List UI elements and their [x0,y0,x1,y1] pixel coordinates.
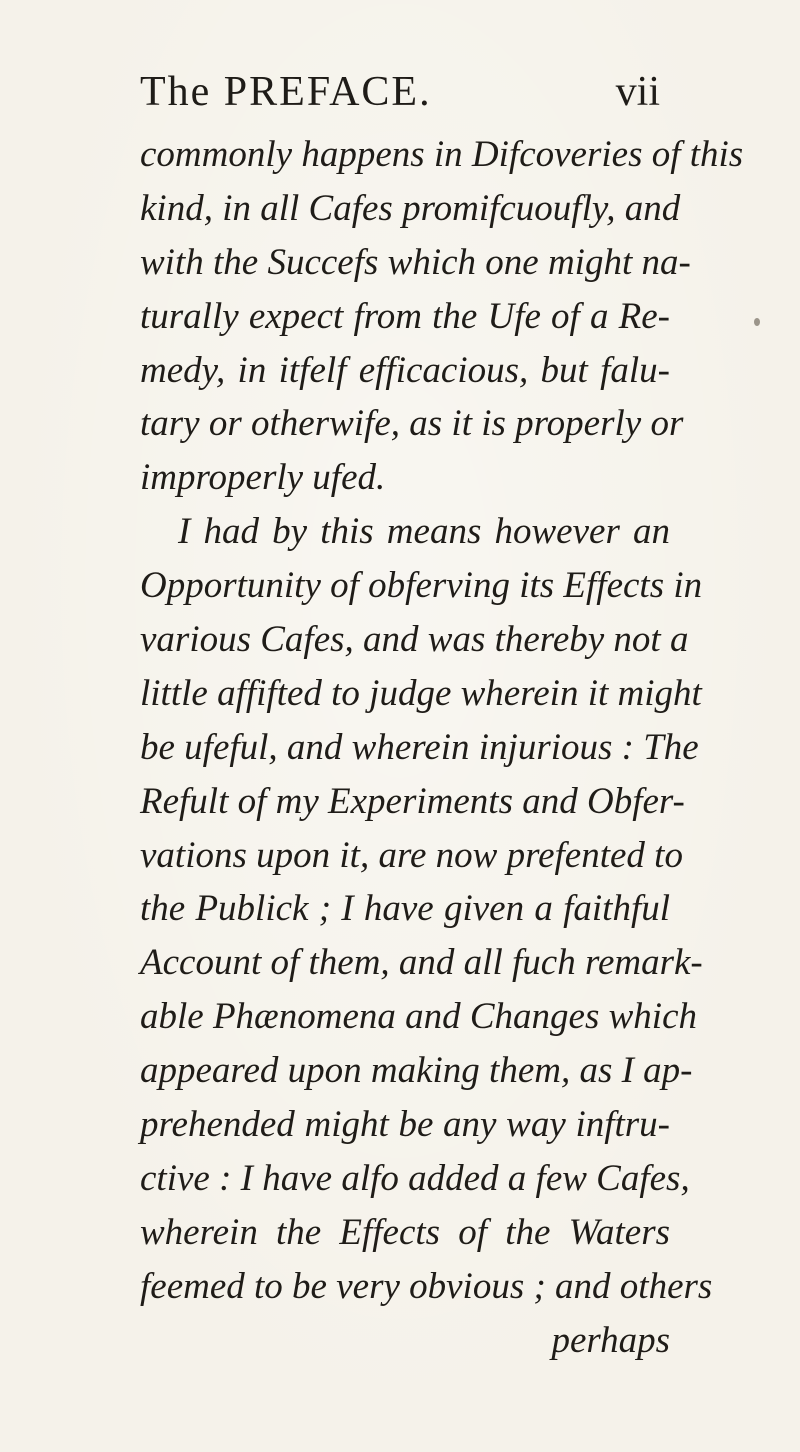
text-line: vations upon it, are now prefented to [140,834,683,876]
text-line: medy, in itfelf efficacious, but falu- [140,349,670,391]
text-line: prehended might be any way inftru- [140,1104,670,1146]
paragraph-start-line: I had by this means however an [178,511,670,553]
page-number: vii [615,69,660,115]
text-line: appeared upon making them, as I ap- [140,1050,693,1092]
text-line: be ufeful, and wherein injurious : The [140,726,699,768]
text-line: improperly ufed. [140,457,386,499]
text-line: kind, in all Cafes promifcuoufly, and [140,187,681,229]
ink-speck [754,318,760,326]
text-line: with the Succefs which one might na- [140,241,691,283]
text-line: feemed to be very obvious ; and others [140,1265,713,1307]
text-line: turally expect from the Ufe of a Re- [140,295,670,337]
text-line: ctive : I have alfo added a few Cafes, [140,1157,690,1199]
text-line: able Phænomena and Changes which [140,996,698,1038]
text-line: tary or otherwife, as it is properly or [140,403,684,445]
text-line: Account of them, and all fuch remark- [140,942,703,984]
running-title: The PREFACE. [140,69,432,115]
body-text [140,128,744,1367]
page-header [140,60,660,120]
text-line: various Cafes, and was thereby not a [140,619,689,661]
catchword: perhaps [551,1319,670,1361]
text-line: Opportunity of obferving its Effects in [140,565,703,607]
text-line: the Publick ; I have given a faithful [140,888,670,930]
text-line: little affifted to judge wherein it might [140,672,702,714]
text-line: Refult of my Experiments and Obfer- [140,780,685,822]
text-line: commonly happens in Difcoveries of this [140,134,744,175]
text-line: wherein the Effects of the Waters [140,1211,670,1253]
